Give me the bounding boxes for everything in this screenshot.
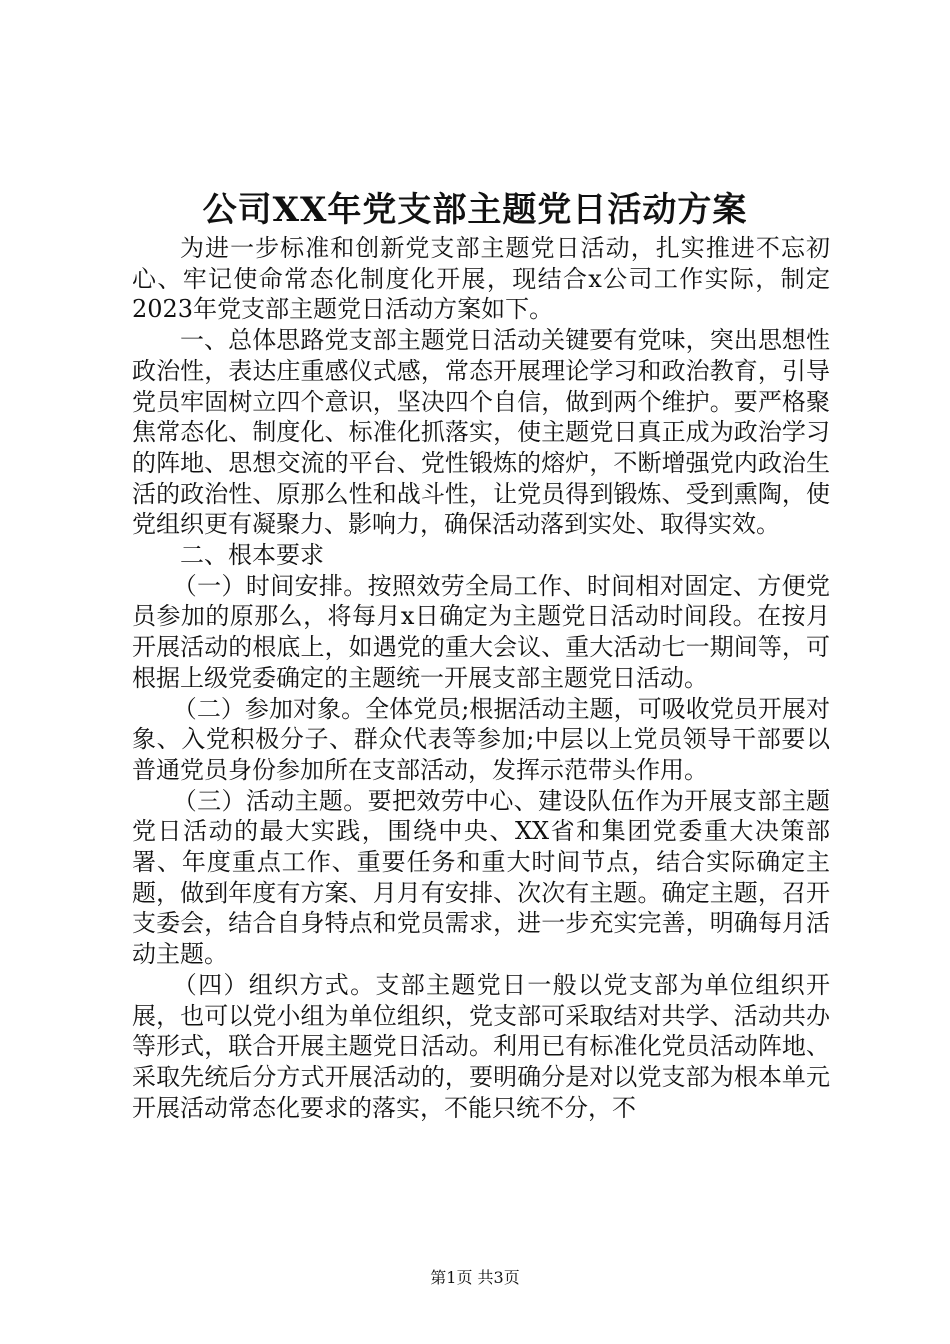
item-organization-method: （四）组织方式。支部主题党日一般以党支部为单位组织开展，也可以党小组为单位组织，党支部可采取结对共学、活动共办等形式，联合开展主题党日活动。利用已有标准化党员活动阵地、采取先统后分方式开展活动的，要明确分是对以党支部为根本单元开展活动常态化要求的落实，不能只统不分，不: [132, 970, 830, 1122]
page-number-footer: 第1页 共3页: [430, 1268, 520, 1287]
item-time-arrangement: （一）时间安排。按照效劳全局工作、时间相对固定、方便党员参加的原那么，将每月x日确定为主题党日活动时间段。在按月开展活动的根底上，如遇党的重大会议、重大活动七一期间等，可根据上级党委确定的主题统一开展支部主题党日活动。: [132, 571, 830, 692]
document-body: [132, 233, 830, 1123]
item-activity-theme: （三）活动主题。要把效劳中心、建设队伍作为开展支部主题党日活动的最大实践，围绕中央、XX省和集团党委重大决策部署、年度重点工作、重要任务和重大时间节点，结合实际确定主题，做到年度有方案、月月有安排、次次有主题。确定主题，召开支委会，结合自身特点和党员需求，进一步充实完善，明确每月活动主题。: [132, 786, 830, 969]
page-title: 公司XX年党支部主题党日活动方案: [202, 190, 748, 230]
item-participants: （二）参加对象。全体党员;根据活动主题，可吸收党员开展对象、入党积极分子、群众代表等参加;中层以上党员领导干部要以普通党员身份参加所在支部活动，发挥示范带头作用。: [132, 694, 830, 784]
section-overall-approach: 一、总体思路党支部主题党日活动关键要有党味，突出思想性政治性，表达庄重感仪式感，常态开展理论学习和政治教育，引导党员牢固树立四个意识，坚决四个自信，做到两个维护。要严格聚焦常态化、制度化、标准化抓落实，使主题党日真正成为政治学习的阵地、思想交流的平台、党性锻炼的熔炉，不断增强党内政治生活的政治性、原那么性和战斗性，让党员得到锻炼、受到熏陶，使党组织更有凝聚力、影响力，确保活动落到实处、取得实效。: [132, 326, 830, 539]
intro-paragraph: 为进一步标准和创新党支部主题党日活动，扎实推进不忘初心、牢记使命常态化制度化开展，现结合x公司工作实际，制定2023年党支部主题党日活动方案如下。: [132, 234, 830, 324]
section-basic-requirements-heading: 二、根本要求: [180, 541, 324, 570]
